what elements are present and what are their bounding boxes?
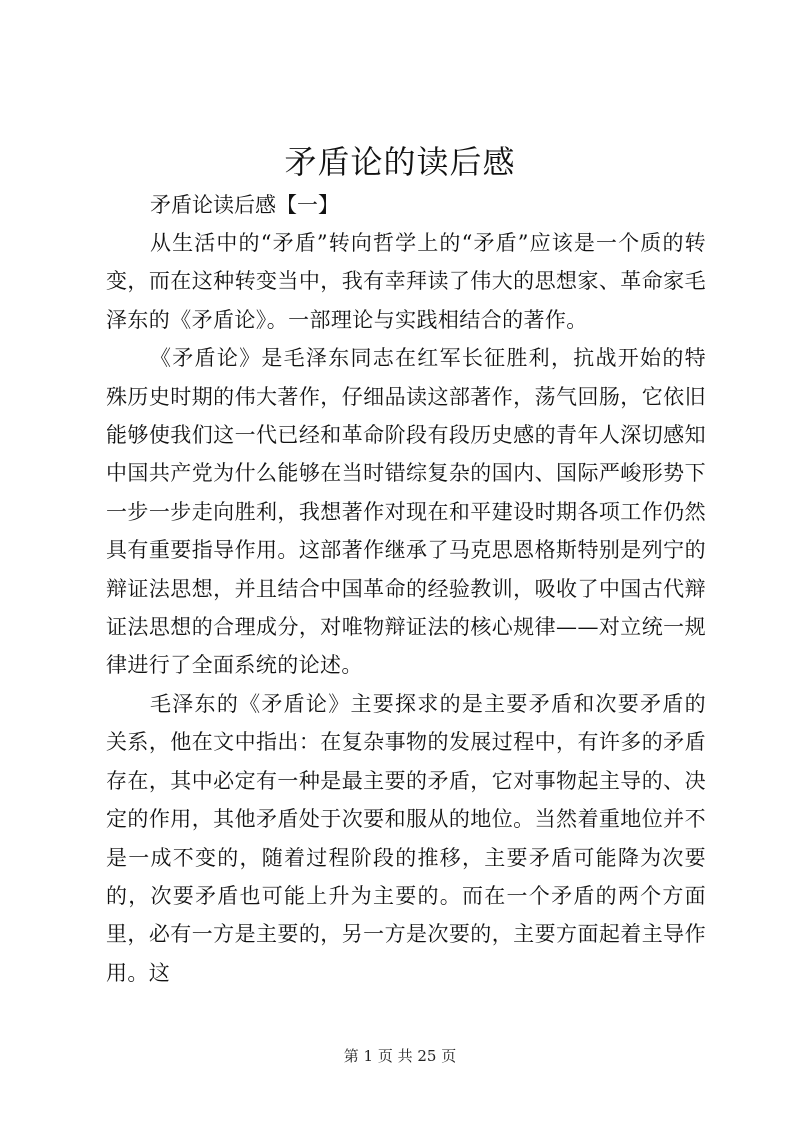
section-heading: 矛盾论读后感【一】 (150, 193, 339, 217)
paragraph-1: 从生活中的“矛盾”转向哲学上的“矛盾”应该是一个质的转变，而在这种转变当中，我有幸拜读了伟大的思想家、革命家毛泽东的《矛盾论》。一部理论与实践相结合的著作。 (106, 231, 706, 332)
document-body (106, 186, 706, 992)
page-title: 矛盾论的读后感 (284, 143, 516, 181)
paragraph-2: 《矛盾论》是毛泽东同志在红军长征胜利，抗战开始的特殊历史时期的伟大著作，仔细品读这部著作，荡气回肠，它依旧能够使我们这一代已经和革命阶段有段历史感的青年人深切感知中国共产党为什么能够在当时错综复杂的国内、国际严峻形势下一步一步走向胜利，我想著作对现在和平建设时期各项工作仍然具有重要指导作用。这部著作继承了马克思恩格斯特别是列宁的辩证法思想，并且结合中国革命的经验教训，吸收了中国古代辩证法思想的合理成分，对唯物辩证法的核心规律——对立统一规律进行了全面系统的论述。 (106, 346, 706, 678)
paragraph-3: 毛泽东的《矛盾论》主要探求的是主要矛盾和次要矛盾的关系，他在文中指出：在复杂事物的发展过程中，有许多的矛盾存在，其中必定有一种是最主要的矛盾，它对事物起主导的、决定的作用，其他矛盾处于次要和服从的地位。当然着重地位并不是一成不变的，随着过程阶段的推移，主要矛盾可能降为次要的，次要矛盾也可能上升为主要的。而在一个矛盾的两个方面里，必有一方是主要的，另一方是次要的，主要方面起着主导作用。这 (106, 691, 706, 985)
page-footer: 第 1 页 共 25 页 (343, 1047, 457, 1065)
